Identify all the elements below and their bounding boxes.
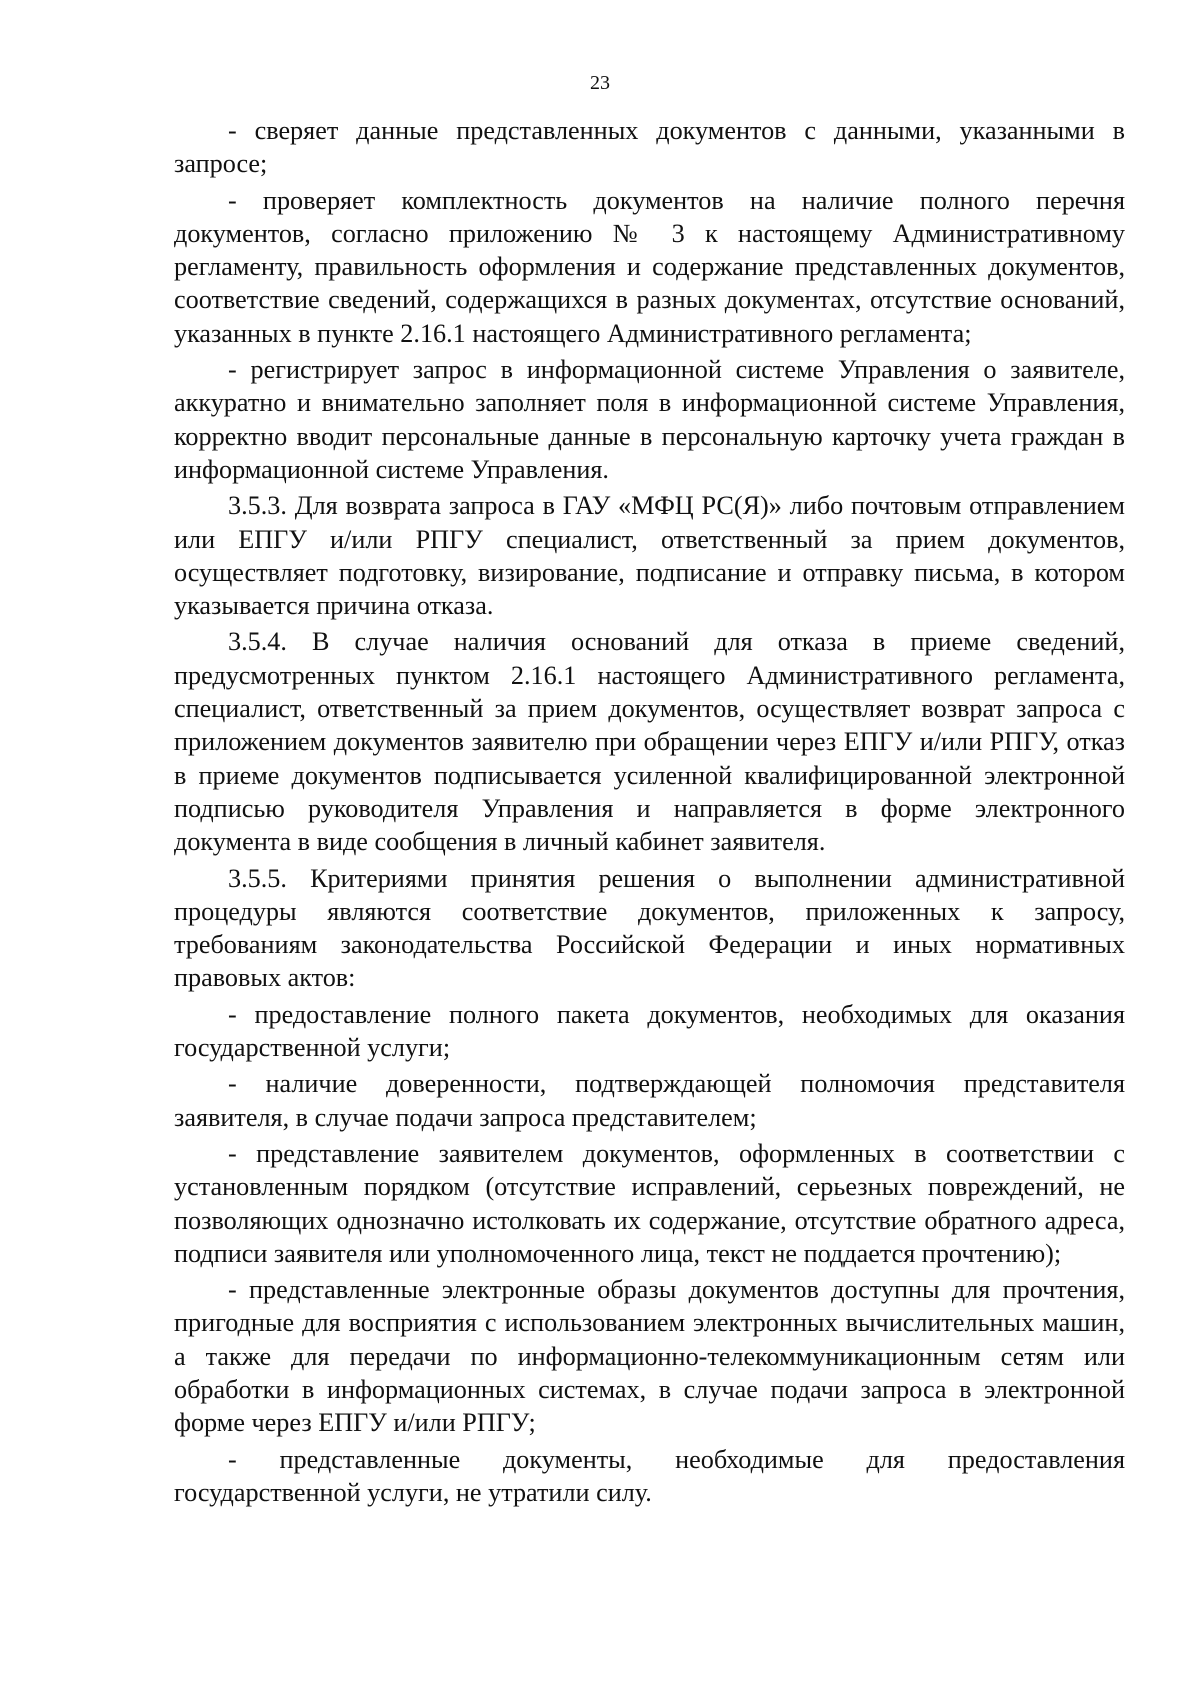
- paragraph-check-completeness: - проверяет комплектность документов на наличие полного перечня документов, согласно приложению № 3 к настоящему Административному регламенту, правильность оформления и содержание представленных документов, соответствие сведений, содержащихся в разных документах, отсутствие оснований, указанных в пункте 2.16.1 настоящего Административного регламента;: [174, 185, 1125, 348]
- paragraph-verify-data: - сверяет данные представленных документов с данными, указанными в запросе;: [174, 116, 1125, 179]
- paragraph-full-package: - предоставление полного пакета документов, необходимых для оказания государственной услуги;: [174, 999, 1125, 1063]
- paragraph-3-5-4: 3.5.4. В случае наличия оснований для отказа в приеме сведений, предусмотренных пунктом 2.16.1 настоящего Административного регламента, специалист, ответственный за прием документов, осуществляет возврат запроса с приложением документов заявителю при обращении через ЕПГУ и/или РПГУ, отказ в приеме документов подписывается усиленной квалифицированной электронной подписью руководителя Управления и направляется в форме электронного документа в виде сообщения в личный кабинет заявителя.: [174, 627, 1125, 857]
- document-body: [174, 114, 1125, 1512]
- page-number: 23: [590, 72, 610, 94]
- paragraph-3-5-5: 3.5.5. Критериями принятия решения о выполнении административной процедуры являются соответствие документов, приложенных к запросу, требованиям законодательства Российской Федерации и иных нормативных правовых актов:: [174, 863, 1125, 993]
- paragraph-document-conformity: - представление заявителем документов, оформленных в соответствии с установленным порядком (отсутствие исправлений, серьезных повреждений, не позволяющих однозначно истолковать их содержание, отсутствие обратного адреса, подписи заявителя или уполномоченного лица, текст не поддается прочтению);: [174, 1138, 1125, 1268]
- paragraph-3-5-3: 3.5.3. Для возврата запроса в ГАУ «МФЦ РС(Я)» либо почтовым отправлением или ЕПГУ и/или РПГУ специалист, ответственный за прием документов, осуществляет подготовку, визирование, подписание и отправку письма, в котором указывается причина отказа.: [174, 491, 1125, 621]
- paragraph-documents-valid: - представленные документы, необходимые для предоставления государственной услуги, не утратили силу.: [174, 1444, 1125, 1507]
- paragraph-electronic-images: - представленные электронные образы документов доступны для прочтения, пригодные для восприятия с использованием электронных вычислительных машин, а также для передачи по информационно-телекоммуникационным сетям или обработки в информационных системах, в случае подачи запроса в электронной форме через ЕПГУ и/или РПГУ;: [174, 1275, 1125, 1438]
- paragraph-power-of-attorney: - наличие доверенности, подтверждающей полномочия представителя заявителя, в случае подачи запроса представителем;: [174, 1069, 1125, 1132]
- paragraph-register-request: - регистрирует запрос в информационной системе Управления о заявителе, аккуратно и внимательно заполняет поля в информационной системе Управления, корректно вводит персональные данные в персональную карточку учета граждан в информационной системе Управления.: [174, 355, 1125, 484]
